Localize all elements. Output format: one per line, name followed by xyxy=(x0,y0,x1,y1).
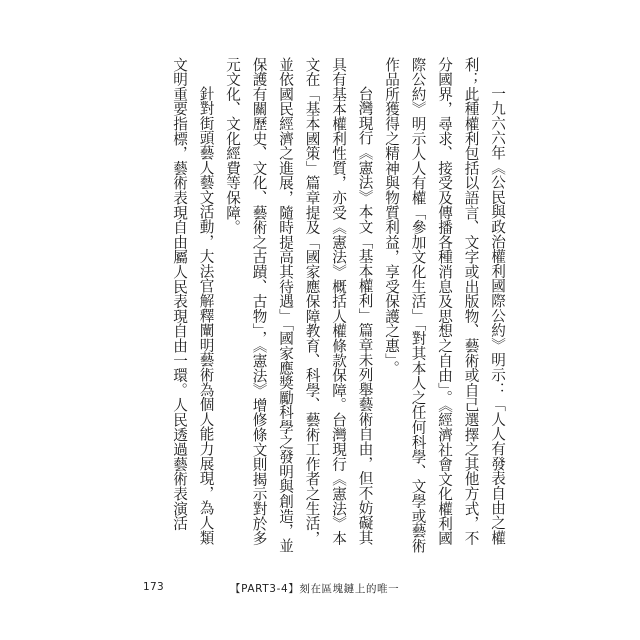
page-footer xyxy=(0,581,640,597)
vertical-text-block xyxy=(166,57,511,557)
page-number: 173 xyxy=(143,581,164,593)
paragraph-1: 一九六六年《公民與政治權利國際公約》明示：「人人有發表自由之權利；此種權利包括以語言、文字或出版物、藝術或自己選擇之其他方式，不分國界，尋求、接受及傳播各種消息及思想之自由」。《經濟社會文化權利國際公約》明示人人有權「參加文化生活」「對其本人之任何科學、文學或藝術作品所獲得之精神與物質利益，享受保護之惠」。 xyxy=(383,57,506,553)
paragraph-3: 針對街頭藝人藝文活動，大法官解釋闡明藝術為個人能力展現，為人類文明重要指標，藝術表現自由屬人民表現自由一環。人民透過藝術表演活 xyxy=(171,57,215,545)
running-header: 【PART3-4】刻在區塊鏈上的唯一 xyxy=(230,583,400,595)
paragraph-2: 台灣現行《憲法》本文「基本權利」篇章未列舉藝術自由，但不妨礙其具有基本權利性質，亦受《憲法》概括人權條款保障。台灣現行《憲法》本文在「基本國策」篇章提及「國家應保障教育、科學、藝術工作者之生活，並依國民經濟之進展，隨時提高其待遇」「國家應獎勵科學之發明與創造，並保護有關歷史、文化、藝術之古蹟、古物」，《憲法》增修條文則揭示對於多元文化、文化經費等保障。 xyxy=(224,57,374,553)
